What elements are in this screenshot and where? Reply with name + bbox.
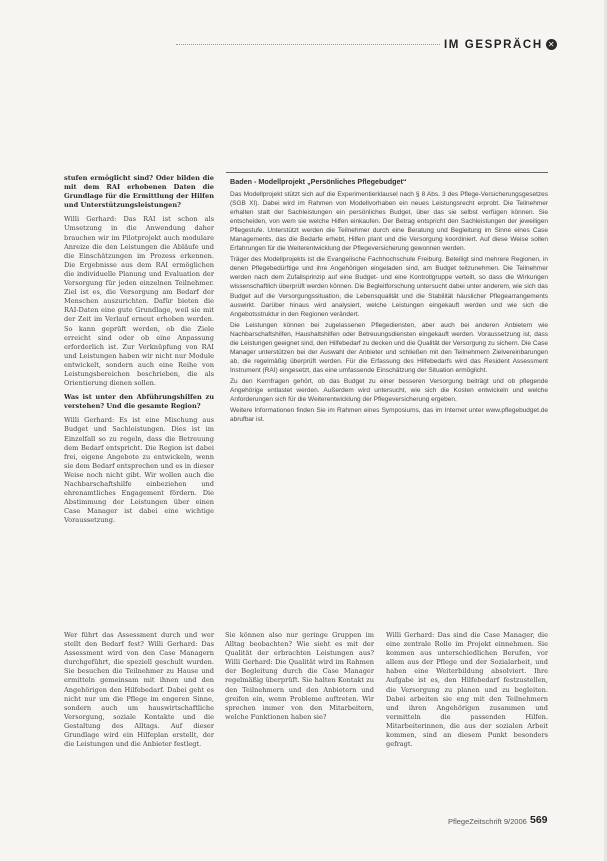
info-box <box>226 172 548 626</box>
interview-answer: Willi Gerhard: Das RAI ist schon als Umsetzung in die Anwendung daher brauchen wir im Pilotprojekt auch modulare Anreize die den Leistungen die Abläufe und die Einschätzungen im Prozess erkennen. Die Ergebnisse aus dem RAI ermöglichen die individuelle Planung und Evaluation der Versorgung für jeden einzelnen Teilnehmer. Ziel ist es, die Versorgung am Bedarf der Menschen auszurichten. Dafür bieten die RAI-Daten eine gute Grundlage, weil sie mit der Zeit im Verlauf erneut erhoben werden. So kann geprüft werden, ob die Ziele erreicht sind oder ob eine Anpassung erforderlich ist. Zur Verknüpfung von RAI und Leistungen haben wir nicht nur Module entwickelt, sondern auch eine Reihe von Leistungsbereichen beschrieben, die als Orientierung dienen sollen. <box>64 215 214 388</box>
interview-column-lower-left <box>64 631 214 754</box>
interview-text: Sie können also nur geringe Gruppen im Alltag beobachten? Wie sieht es mit der Qualität der erbrachten Leistungen aus? Willi Gerhard: Die Qualität wird im Rahmen der Begleitung durch die Case Manager regelmäßig überprüft. Sie halten Kontakt zu den Teilnehmern und den Anbietern und greifen ein, wenn Probleme auftreten. Wir sprechen immer von den Mitarbeitern, welche Funktionen haben sie? <box>225 631 374 721</box>
interview-answer: Willi Gerhard: Es ist eine Mischung aus Budget und Sachleistungen. Dies ist im Einzelfall so zu regeln, dass die Betreuung dem Bedarf entspricht. Die Region ist dabei frei, eigene Angebote zu entwickeln, wenn sie dem Bedarf entsprechen und es in dieser Weise noch nicht gibt. Wir wollen auch die Nachbarschaftshilfe einbeziehen und ehrenamtliches Engagement fördern. Die Abstimmung der Leistungen über einen Case Manager ist dabei eine wichtige Voraussetzung. <box>64 416 214 525</box>
journal-footer: PflegeZeitschrift 9/2006 <box>448 817 527 826</box>
interview-column-left <box>64 174 214 530</box>
x-circle-icon: ✕ <box>546 39 557 50</box>
interview-text: Willi Gerhard: Das sind die Case Manager, die eine zentrale Rolle im Projekt einnehmen. Sie kommen aus unterschiedlichen Berufen, vor allem aus der Pflege und der Sozialarbeit, und haben eine Weiterbildung absolviert. Ihre Aufgabe ist es, den Hilfebedarf festzustellen, die Versorgung zu planen und zu begleiten. Dabei arbeiten sie eng mit den Teilnehmern und ihren Angehörigen zusammen und vermitteln die passenden Hilfen. Mitarbeiterinnen, die aus der sozialen Arbeit kommen, sind an diesem Punkt besonders gefragt. <box>386 631 548 749</box>
info-box-title: Baden - Modellprojekt „Persönliches Pflegebudget“ <box>230 177 407 186</box>
info-paragraph: Das Modellprojekt stützt sich auf die Experimentierklausel nach § 8 Abs. 3 des Pflege-Versicherungsgesetzes (SGB XI). Dabei wird im Rahmen von Modellvorhaben ein neues Leistungsrecht erprobt. Die Teilnehmer erhalten statt der Sachleistungen ein persönliches Budget, über das sie selbst verfügen können. Sie entscheiden, von wem sie welche Hilfen einkaufen. Der Betrag entspricht den Sachleistungen der jeweiligen Pflegestufe. Unterstützt werden die Teilnehmer durch eine Beratung und Begleitung im Sinne eines Case Managements, das die Bedarfe erhebt, Hilfen plant und die Versorgung koordiniert. Auf diese Weise sollen Erfahrungen für die Weiterentwicklung der Pflegeversicherung gewonnen werden. <box>230 191 548 253</box>
section-title: IM GESPRÄCH <box>444 39 543 51</box>
info-box-body <box>226 190 548 424</box>
section-header <box>440 39 557 51</box>
interview-text: Wer führt das Assessment durch und wer stellt den Bedarf fest? Willi Gerhard: Das Assessment wird von den Case Managern durchgeführt, die speziell geschult wurden. Sie besuchen die Teilnehmer zu Hause und ermitteln gemeinsam mit ihnen und den Angehörigen den Hilfebedarf. Dabei geht es nicht nur um die Pflege im engeren Sinne, sondern auch um hauswirtschaftliche Versorgung, soziale Kontakte und die Gestaltung des Alltags. Auf dieser Grundlage wird ein Hilfeplan erstellt, der die Leistungen und die Anbieter festlegt. <box>64 631 214 749</box>
info-paragraph: Zu den Kernfragen gehört, ob das Budget zu einer besseren Versorgung beiträgt und ob pflegende Angehörige entlastet werden. Außerdem wird untersucht, wie sich die Kosten entwickeln und welche Anforderungen sich für die Weiterentwicklung der Pflegeversicherung ergeben. <box>230 377 548 404</box>
interview-column-lower-right <box>386 631 548 754</box>
info-paragraph: Träger des Modellprojekts ist die Evangelische Fachhochschule Freiburg. Beteiligt sind mehrere Regionen, in denen Pflegebedürftige und ihre Angehörigen eingeladen sind, am Budget teilzunehmen. Die Teilnehmer werden nach dem Zufallsprinzip auf eine Budget- und eine Kontrollgruppe verteilt, so dass die Wirkungen wissenschaftlich überprüft werden können. Die Begleitforschung untersucht dabei unter anderem, wie sich das Budget auf die Versorgungssituation, die Lebensqualität und die Stabilität häuslicher Pflegearrangements auswirkt. Darüber hinaus wird analysiert, welche Leistungen eingekauft werden und wie sich die Angebotsstruktur in den Regionen verändert. <box>230 256 548 318</box>
page-number: 569 <box>530 814 548 826</box>
interview-column-lower-middle <box>225 631 374 727</box>
interview-question: Was ist unter den Abführungshilfen zu verstehen? Und die gesamte Region? <box>64 393 214 411</box>
interview-question: stufen ermöglicht sind? Oder bilden die mit dem RAI erhobenen Daten die Grundlage für die Ermittlung der Hilfen und Unterstützungsleistungen? <box>64 174 214 210</box>
info-paragraph: Weitere Informationen finden Sie im Rahmen eines Symposiums, das im Internet unter www.pflegebudget.de abrufbar ist. <box>230 407 548 424</box>
header-divider <box>176 44 476 45</box>
info-paragraph: Die Leistungen können bei zugelassenen Pflegediensten, aber auch bei anderen Anbietern wie Nachbarschaftshilfen, Haushaltshilfen oder Betreuungsdiensten eingekauft werden. Voraussetzung ist, dass die Leistungen geeignet sind, den Hilfebedarf zu decken und die Qualität der Versorgung zu sichern. Die Case Manager unterstützen bei der Auswahl der Anbieter und schließen mit den Teilnehmern Zielvereinbarungen ab, die regelmäßig überprüft werden. Für die Erfassung des Hilfebedarfs wird das Resident Assessment Instrument (RAI) eingesetzt, das eine umfassende Einschätzung der Situation ermöglicht. <box>230 321 548 374</box>
